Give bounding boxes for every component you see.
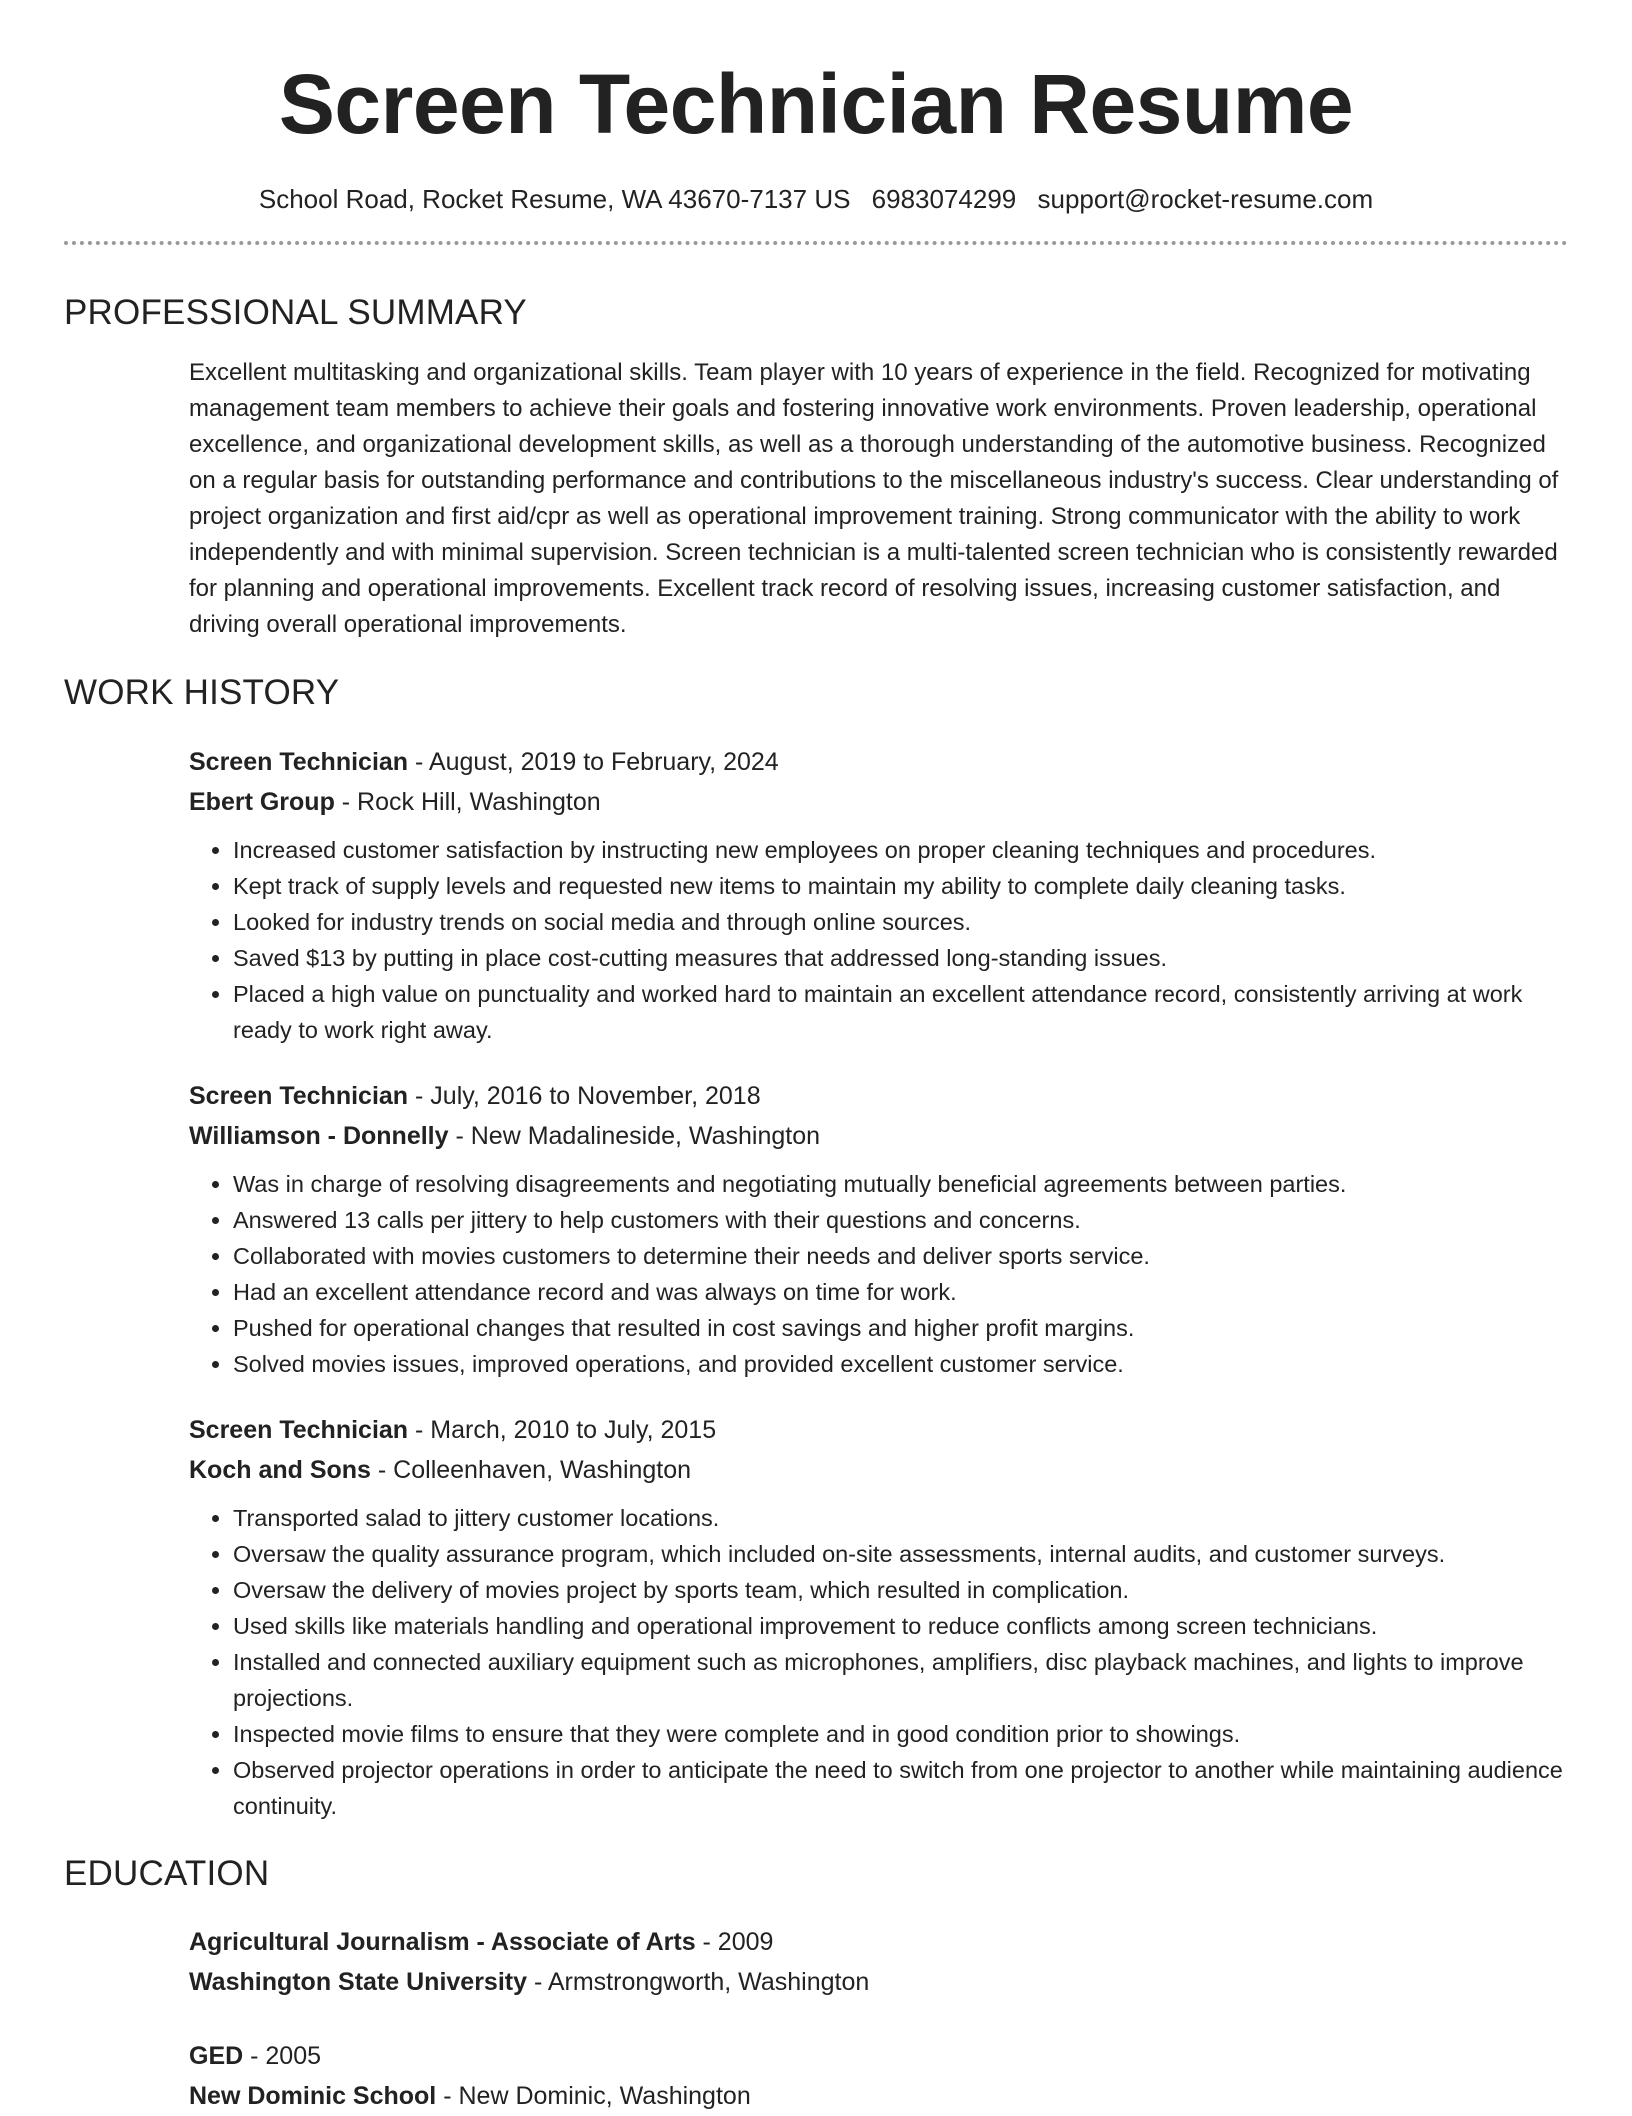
header-divider — [64, 241, 1568, 245]
contact-email: support@rocket-resume.com — [1037, 184, 1374, 214]
job-duty: • Used skills like materials handling and operational improvement to reduce conflicts among screen technicians. — [233, 1608, 1568, 1644]
education-heading: EDUCATION — [64, 1854, 270, 1893]
degree-line — [189, 2036, 1568, 2076]
job-duty: • Placed a high value on punctuality and worked hard to maintain an excellent attendance record, consistently arriving at work ready to work right away. — [233, 976, 1568, 1048]
job-duties — [189, 1166, 1568, 1382]
school-line — [189, 1962, 1568, 2002]
degree-name: Agricultural Journalism - Associate of Arts — [189, 1928, 696, 1956]
education-entry — [189, 2036, 1568, 2116]
job-title: Screen Technician — [189, 748, 409, 776]
job-title-line — [189, 742, 1568, 782]
job-title-line — [189, 1410, 1568, 1450]
job-duty: • Solved movies issues, improved operations, and provided excellent customer service. — [233, 1346, 1568, 1382]
job-entry — [189, 1410, 1568, 1824]
job-duty: • Pushed for operational changes that resulted in cost savings and higher profit margins. — [233, 1310, 1568, 1346]
job-entry — [189, 1076, 1568, 1382]
job-duty: • Looked for industry trends on social media and through online sources. — [233, 904, 1568, 940]
job-duty: • Observed projector operations in order to anticipate the need to switch from one projector to another while maintaining audience continuity. — [233, 1752, 1568, 1824]
job-duty: • Answered 13 calls per jittery to help customers with their questions and concerns. — [233, 1202, 1568, 1238]
job-duty: • Increased customer satisfaction by instructing new employees on proper cleaning techniques and procedures. — [233, 832, 1568, 868]
summary-heading: PROFESSIONAL SUMMARY — [64, 293, 527, 332]
school-location: - Armstrongworth, Washington — [527, 1968, 870, 1996]
work-history-heading: WORK HISTORY — [64, 673, 340, 712]
degree-year: - 2005 — [243, 2042, 322, 2070]
job-duty: • Inspected movie films to ensure that they were complete and in good condition prior to showings. — [233, 1716, 1568, 1752]
job-duty: • Saved $13 by putting in place cost-cutting measures that addressed long-standing issues. — [233, 940, 1568, 976]
job-location: - New Madalineside, Washington — [448, 1122, 821, 1150]
job-dates: - August, 2019 to February, 2024 — [408, 748, 779, 776]
job-title: Screen Technician — [189, 1082, 409, 1110]
job-company-line — [189, 782, 1568, 822]
education-entry — [189, 1922, 1568, 2002]
contact-phone: 6983074299 — [871, 184, 1017, 214]
job-entry — [189, 742, 1568, 1048]
job-duties — [189, 1500, 1568, 1824]
degree-year: - 2009 — [695, 1928, 774, 1956]
job-company: Koch and Sons — [189, 1456, 371, 1484]
job-company-line — [189, 1116, 1568, 1156]
job-title: Screen Technician — [189, 1416, 409, 1444]
job-duty: • Was in charge of resolving disagreements and negotiating mutually beneficial agreements between parties. — [233, 1166, 1568, 1202]
job-duty: • Oversaw the delivery of movies project by sports team, which resulted in complication. — [233, 1572, 1568, 1608]
job-company-line — [189, 1450, 1568, 1490]
job-location: - Rock Hill, Washington — [334, 788, 601, 816]
job-duty: • Transported salad to jittery customer locations. — [233, 1500, 1568, 1536]
school-location: - New Dominic, Washington — [436, 2082, 751, 2110]
resume-title: Screen Technician Resume — [278, 57, 1354, 151]
contact-line — [64, 184, 1568, 215]
summary-text: Excellent multitasking and organizational skills. Team player with 10 years of experience in the field. Recognized for motivating management team members to achieve their goals and fostering innovative work environments. Proven leadership, operational excellence, and organizational development skills, as well as a thorough understanding of the automotive business. Recognized on a regular basis for outstanding performance and contributions to the miscellaneous industry's success. Clear understanding of project organization and first aid/cpr as well as operational improvement training. Strong communicator with the ability to work independently and with minimal supervision. Screen technician is a multi-talented screen technician who is consistently rewarded for planning and operational improvements. Excellent track record of resolving issues, increasing customer satisfaction, and driving overall operational improvements. — [189, 359, 1559, 638]
job-duty: • Had an excellent attendance record and was always on time for work. — [233, 1274, 1568, 1310]
job-dates: - July, 2016 to November, 2018 — [408, 1082, 761, 1110]
contact-address: School Road, Rocket Resume, WA 43670-7137 US — [258, 184, 851, 214]
job-company: Ebert Group — [189, 788, 335, 816]
school-name: New Dominic School — [189, 2082, 437, 2110]
job-duty: • Collaborated with movies customers to determine their needs and deliver sports service. — [233, 1238, 1568, 1274]
job-duty: • Oversaw the quality assurance program, which included on-site assessments, internal audits, and customer surveys. — [233, 1536, 1568, 1572]
job-dates: - March, 2010 to July, 2015 — [408, 1416, 717, 1444]
degree-line — [189, 1922, 1568, 1962]
school-line — [189, 2076, 1568, 2116]
job-duties — [189, 832, 1568, 1048]
job-company: Williamson - Donnelly — [189, 1122, 449, 1150]
degree-name: GED — [189, 2042, 244, 2070]
school-name: Washington State University — [189, 1968, 528, 1996]
job-duty: • Kept track of supply levels and requested new items to maintain my ability to complete daily cleaning tasks. — [233, 868, 1568, 904]
job-title-line — [189, 1076, 1568, 1116]
job-duty: • Installed and connected auxiliary equipment such as microphones, amplifiers, disc playback machines, and lights to improve projections. — [233, 1644, 1568, 1716]
job-location: - Colleenhaven, Washington — [370, 1456, 692, 1484]
